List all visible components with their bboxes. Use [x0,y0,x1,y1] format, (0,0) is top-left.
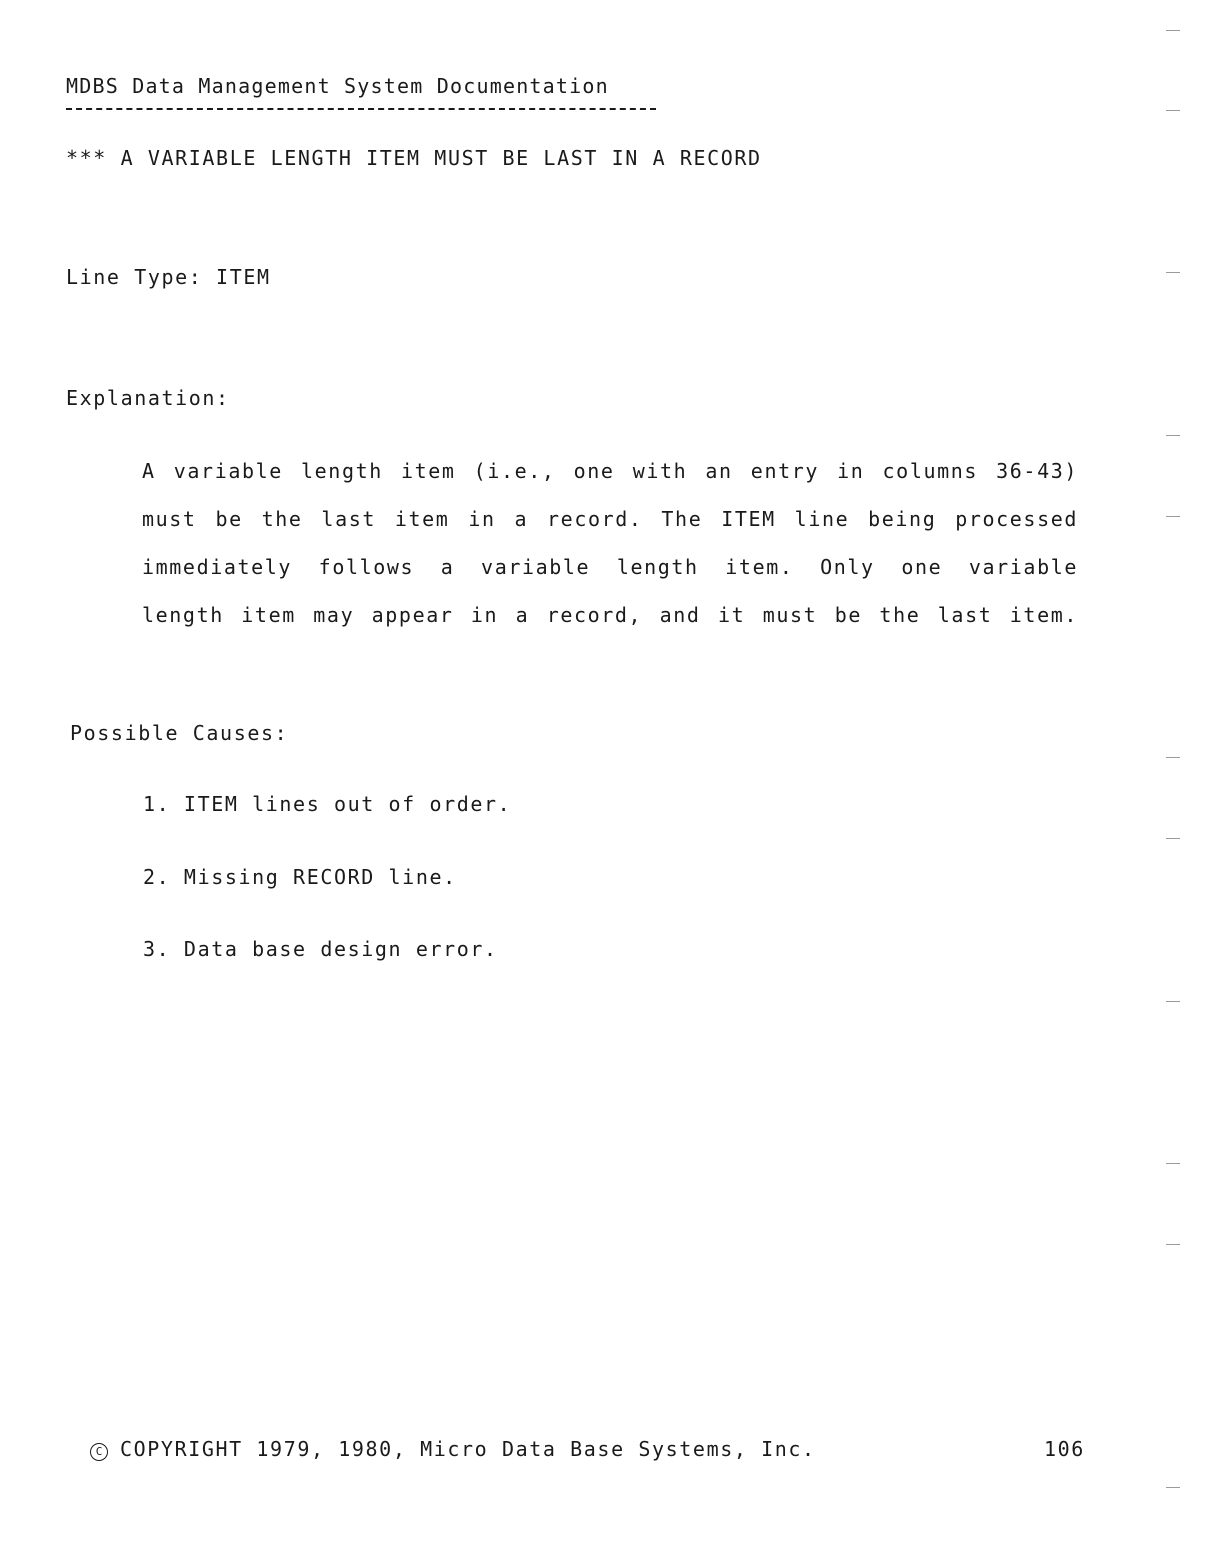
cause-item: 1. ITEM lines out of order. [143,792,512,816]
cause-item: 3. Data base design error. [143,937,498,961]
margin-tick-mark [1166,30,1180,31]
copyright-icon: C [90,1443,108,1461]
margin-tick-mark [1166,1001,1180,1002]
margin-tick-mark [1166,1487,1180,1488]
explanation-line: must be the last item in a record. The ITEM line being processed [142,507,1078,531]
margin-tick-mark [1166,838,1180,839]
error-message-title: *** A VARIABLE LENGTH ITEM MUST BE LAST IN A RECORD [66,146,762,170]
line-type-label: Line Type: ITEM [66,265,271,289]
margin-tick-mark [1166,1244,1180,1245]
explanation-line: length item may appear in a record, and it must be the last item. [142,603,1078,627]
margin-tick-mark [1166,110,1180,111]
margin-tick-mark [1166,435,1180,436]
page-number: 106 [1044,1437,1085,1461]
possible-causes-heading: Possible Causes: [70,721,289,745]
copyright-text: COPYRIGHT 1979, 1980, Micro Data Base Systems, Inc. [120,1437,816,1461]
explanation-line: A variable length item (i.e., one with an entry in columns 36-43) [142,459,1078,483]
margin-tick-mark [1166,272,1180,273]
footer-copyright [90,1437,816,1461]
explanation-heading: Explanation: [66,386,230,410]
margin-tick-mark [1166,757,1180,758]
margin-tick-mark [1166,1163,1180,1164]
margin-tick-mark [1166,516,1180,517]
explanation-paragraph [142,456,1078,648]
header-dashed-rule [66,108,656,110]
explanation-line: immediately follows a variable length item. Only one variable [142,555,1078,579]
cause-item: 2. Missing RECORD line. [143,865,457,889]
document-header-title: MDBS Data Management System Documentation [66,74,609,98]
